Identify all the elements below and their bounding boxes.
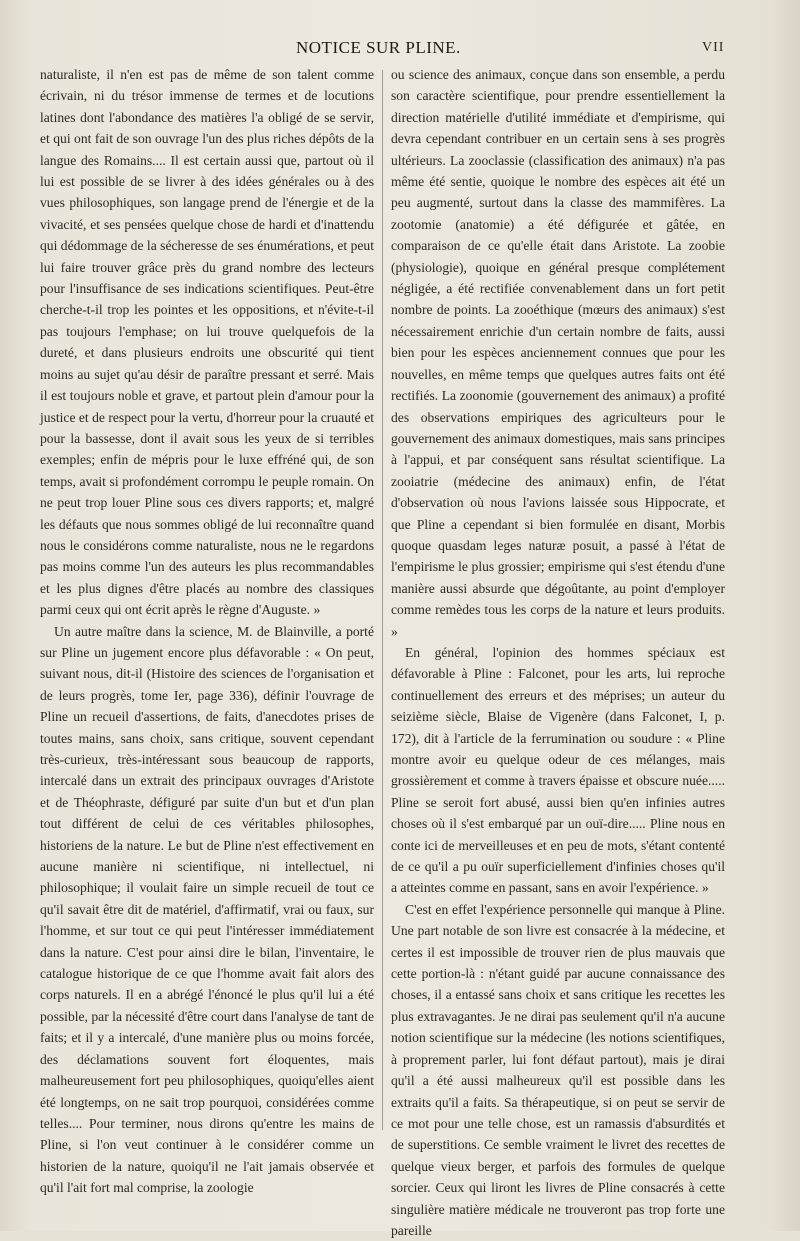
- column-divider: [382, 70, 383, 1130]
- right-column: [391, 64, 725, 1241]
- paragraph: Un autre maître dans la science, M. de Blainville, a porté sur Pline un jugement encore plus défavorable : « On peut, suivant nous, dit-il (Histoire des sciences de l'organisation et de leurs progrès, tome Ier, page 336), définir l'ouvrage de Pline un recueil d'assertions, de faits, d'anecdotes prises de toutes mains, sans choix, sans critique, souvent cependant très-curieux, très-intéressant sous beaucoup de rapports, intercalé dans un extrait des principaux ouvrages d'Aristote et de Théophraste, défiguré par suite d'un but et d'un plan tout différent de celui de ces véritables philosophes, historiens de la nature. Le but de Pline n'est effectivement en aucune manière ni scientifique, ni intellectuel, ni philosophique; il voulait faire un simple recueil de tout ce qu'il savait être dit de matériel, d'affirmatif, vrai ou faux, sur l'homme, et sur tout ce qui peut l'intéresser immédiatement dans la nature. C'est pour ainsi dire le bilan, l'inventaire, le catalogue historique de ce que l'homme avait fait alors des corps naturels. Il en a abrégé l'énoncé le plus qu'il lui a été possible, par la nécessité d'être court dans l'analyse de tant de faits; et il y a intercalé, d'une manière plus ou moins forcée, des déclamations souvent fort éloquentes, mais malheureusement fort peu philosophiques, quoiqu'elles aient été longtemps, on ne sait trop pourquoi, considérées comme telles.... Pour terminer, nous dirons qu'entre les mains de Pline, si l'on veut continuer à le considérer comme un historien de la nature, quoiqu'il ne l'ait jamais observée et qu'il l'ait fort mal comprise, la zoologie: [40, 623, 374, 1196]
- running-title: NOTICE SUR PLINE.: [296, 38, 461, 57]
- left-column: [40, 64, 374, 1199]
- running-head: [0, 38, 800, 60]
- page-number: VII: [702, 40, 725, 55]
- paragraph: C'est en effet l'expérience personnelle qui manque à Pline. Une part notable de son livre est consacrée à la médecine, et certes il est impossible de trouver rien de plus mauvais que cette portion-là : n'étant guidé par aucune connaissance des choses, il a entassé sans choix et sans critique les recettes les plus extravagantes. Je ne dirai pas seulement qu'il n'a aucune notion scientifique sur la médecine (les notions scientifiques, à proprement parler, lui font défaut partout), mais je dirai qu'il a été aussi malheureux qu'il est possible dans les extraits qu'il a faits. Sa thérapeutique, si on peut se servir de ce mot pour une telle chose, est un ramassis d'absurdités et de superstitions. Ce semble vraiment le livret des recettes de quelque vieux berger, et parfois des formules de quelque sorcier. Ceux qui liront les livres de Pline consacrés à cette singulière matière médicale ne trouveront pas trop forte une pareille: [391, 901, 725, 1238]
- paragraph: naturaliste, il n'en est pas de même de son talent comme écrivain, ni du trésor immense de termes et de locutions latines dont l'abondance des matières l'a obligé de se servir, et qui ont fait de son ouvrage l'un des plus riches dépôts de la langue des Romains.... Il est certain aussi que, partout où il lui est possible de se livrer à des idées générales ou à des vues philosophiques, son langage prend de l'énergie et de la vivacité, et ses pensées quelque chose de hardi et d'inattendu qui dédommage de la sécheresse de ses énumérations, et peut lui faire trouver grâce près du grand nombre des lecteurs pour l'insuffisance de ses indications scientifiques. Peut-être cherche-t-il trop les pointes et les oppositions, et n'évite-t-il pas toujours l'emphase; on lui trouve quelquefois de la dureté, et dans plusieurs endroits une obscurité qui tient moins au sujet qu'au désir de paraître pressant et serré. Mais il est toujours noble et grave, et partout plein d'amour pour la justice et de respect pour la vertu, d'horreur pour la cruauté et pour la bassesse, dont il avait sous les yeux de si terribles exemples; enfin de mépris pour le luxe effréné qui, de son temps, avait si profondément corrompu le peuple romain. On ne peut trop louer Pline sous ces divers rapports; et, malgré les défauts que nous sommes obligé de lui reconnaître quand nous le considérons comme naturaliste, nous ne le regardons pas moins comme l'un des auteurs les plus recommandables et les plus dignes d'être placés au nombre des classiques parmi ceux qui ont écrit après le règne d'Auguste. »: [40, 67, 374, 618]
- paragraph: En général, l'opinion des hommes spéciaux est défavorable à Pline : Falconet, pour les arts, lui reproche continuellement des erreurs et des méprises; un auteur du seizième siècle, Blaise de Vigenère (dans Falconet, I, p. 172), dit à l'article de la ferrumination ou soudure : « Pline montre avoir eu quelque odeur de ces mélanges, mais grossièrement et comme à travers épaisse et obscure nuée..... Pline se seroit fort abusé, aussi bien qu'en infinies autres choses où il s'est embarqué par un ouï-dire..... Pline nous en conte ici de merveilleuses et en peu de mots, s'étant contenté de ce qu'il a pu ouïr superficiellement d'infinies choses qu'il a atteintes comme en passant, sans en avoir l'expérience. »: [391, 644, 725, 896]
- paragraph: ou science des animaux, conçue dans son ensemble, a perdu son caractère scientifique, pour prendre essentiellement la direction matérielle d'utilité immédiate et d'empirisme, qui devra cependant contribuer en un certain sens à ses progrès ultérieurs. La zooclassie (classification des animaux) n'a pas même été sentie, quoique le nombre des espèces ait été un peu augmenté, surtout dans la classe des mammifères. La zootomie (anatomie) a été défigurée et gâtée, en comparaison de ce qu'elle était dans Aristote. La zoobie (physiologie), quoique en général presque complétement négligée, a été rectifiée convenablement dans un fort petit nombre de points. La zooéthique (mœurs des animaux) s'est nécessairement enrichie d'un certain nombre de faits, aussi bien pour les espèces anciennement connues que pour les nouvelles, en même temps que quelques autres faits ont été rectifiés. La zoonomie (gouvernement des animaux) a profité des observations empiriques des agriculteurs pour le gouvernement des animaux domestiques, mais sans principes à l'appui, et par conséquent sans résultat scientifique. La zooiatrie (médecine des animaux) enfin, de l'état d'observation où nous l'avions laissée sous Hippocrate, et que Pline a cependant si bien formulée en disant, Morbis quoque quasdam leges naturæ posuit, a passé à l'état de l'empirisme le plus grossier; empirisme qui s'est étendu d'une manière aussi absurde que dégoûtante, au point d'employer comme remèdes tous les corps de la nature et leurs produits. »: [391, 67, 725, 639]
